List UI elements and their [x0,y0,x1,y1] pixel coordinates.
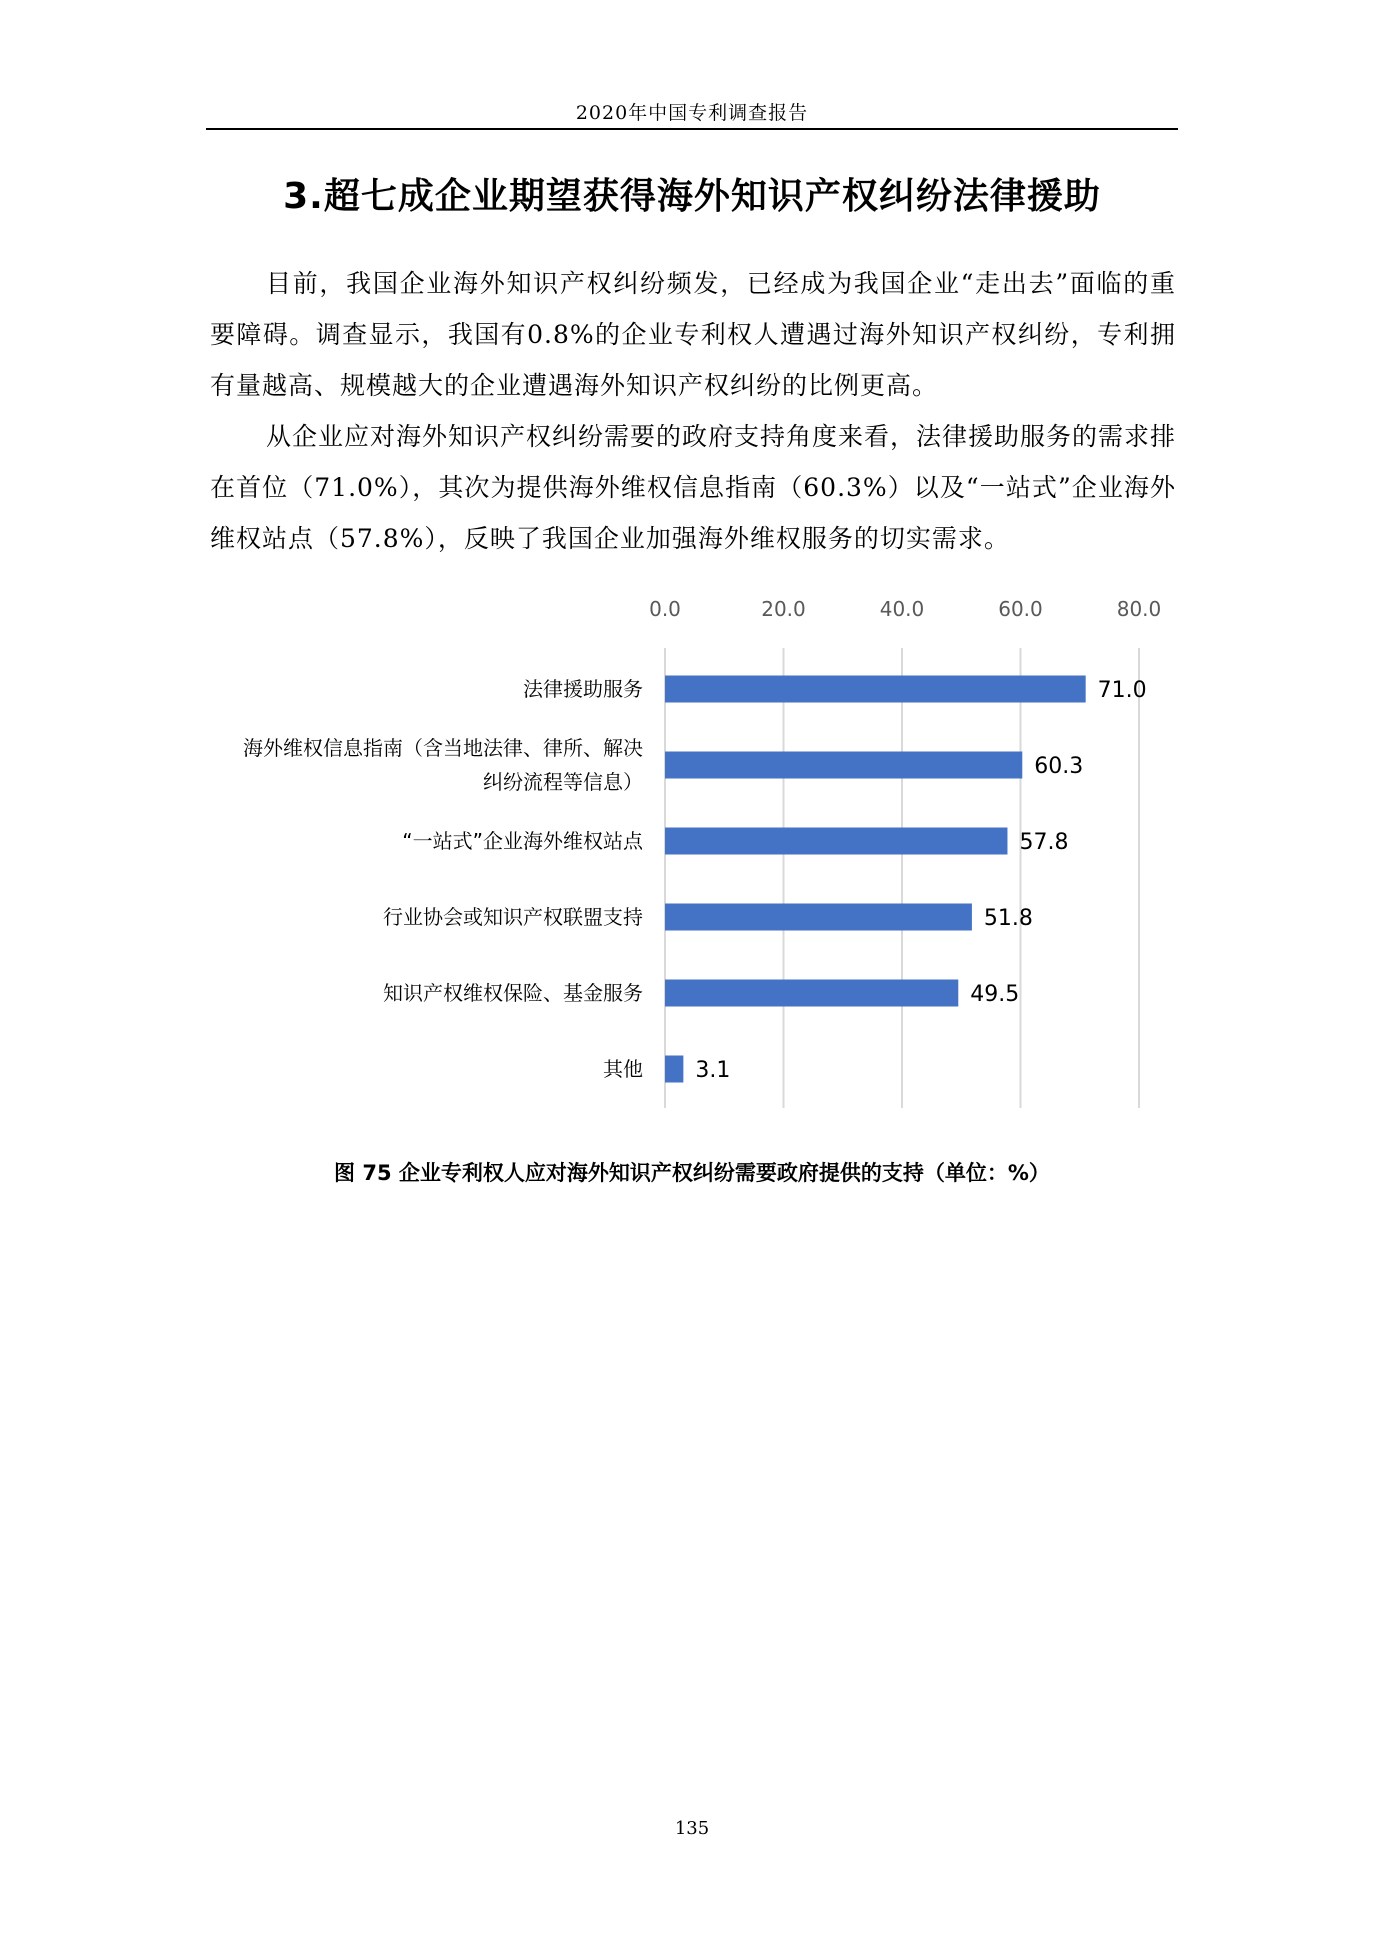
data-label: 57.8 [1019,830,1069,855]
bar [665,1056,683,1083]
x-tick-label: 20.0 [761,597,806,621]
chart-x-ticks [649,597,1161,621]
bar [665,904,972,931]
data-label: 3.1 [695,1058,731,1083]
body-paragraph-2: 从企业应对海外知识产权纠纷需要的政府支持角度来看，法律援助服务的需求排在首位（71.0%），其次为提供海外维权信息指南（60.3%）以及“一站式”企业海外维权站点（57.8%），反映了我国企业加强海外维权服务的切实需求。 [210,422,1177,553]
figure-caption: 图 75 企业专利权人应对海外知识产权纠纷需要政府提供的支持（单位：%） [334,1161,1050,1185]
category-label: 纠纷流程等信息） [483,770,643,794]
chart-bars [665,676,1086,1083]
bar [665,980,958,1007]
data-label: 51.8 [983,906,1033,931]
category-label: 行业协会或知识产权联盟支持 [383,905,643,929]
chart-value-labels [695,678,1146,1083]
data-label: 71.0 [1097,678,1147,703]
category-label: “一站式”企业海外维权站点 [402,829,643,853]
x-tick-label: 80.0 [1116,597,1162,621]
category-label: 知识产权维权保险、基金服务 [383,981,643,1005]
category-label: 海外维权信息指南（含当地法律、律所、解决 [243,736,643,760]
chart-gridlines [665,648,1139,1108]
page-number: 135 [674,1818,710,1839]
bar [665,676,1086,703]
running-header: 2020年中国专利调查报告 [575,102,809,124]
data-label: 60.3 [1034,754,1084,779]
x-tick-label: 0.0 [649,597,681,621]
section-title: 3.超七成企业期望获得海外知识产权纠纷法律援助 [283,176,1101,217]
category-label: 法律援助服务 [523,677,643,701]
bar [665,752,1022,779]
x-tick-label: 40.0 [879,597,925,621]
category-label: 其他 [603,1057,643,1081]
x-tick-label: 60.0 [998,597,1043,621]
chart-category-labels [243,677,644,1081]
body-paragraph-1: 目前，我国企业海外知识产权纠纷频发，已经成为我国企业“走出去”面临的重要障碍。调查显示，我国有0.8%的企业专利权人遭遇过海外知识产权纠纷，专利拥有量越高、规模越大的企业遭遇海外知识产权纠纷的比例更高。 [210,269,1176,400]
bar [665,828,1007,855]
data-label: 49.5 [970,982,1020,1007]
